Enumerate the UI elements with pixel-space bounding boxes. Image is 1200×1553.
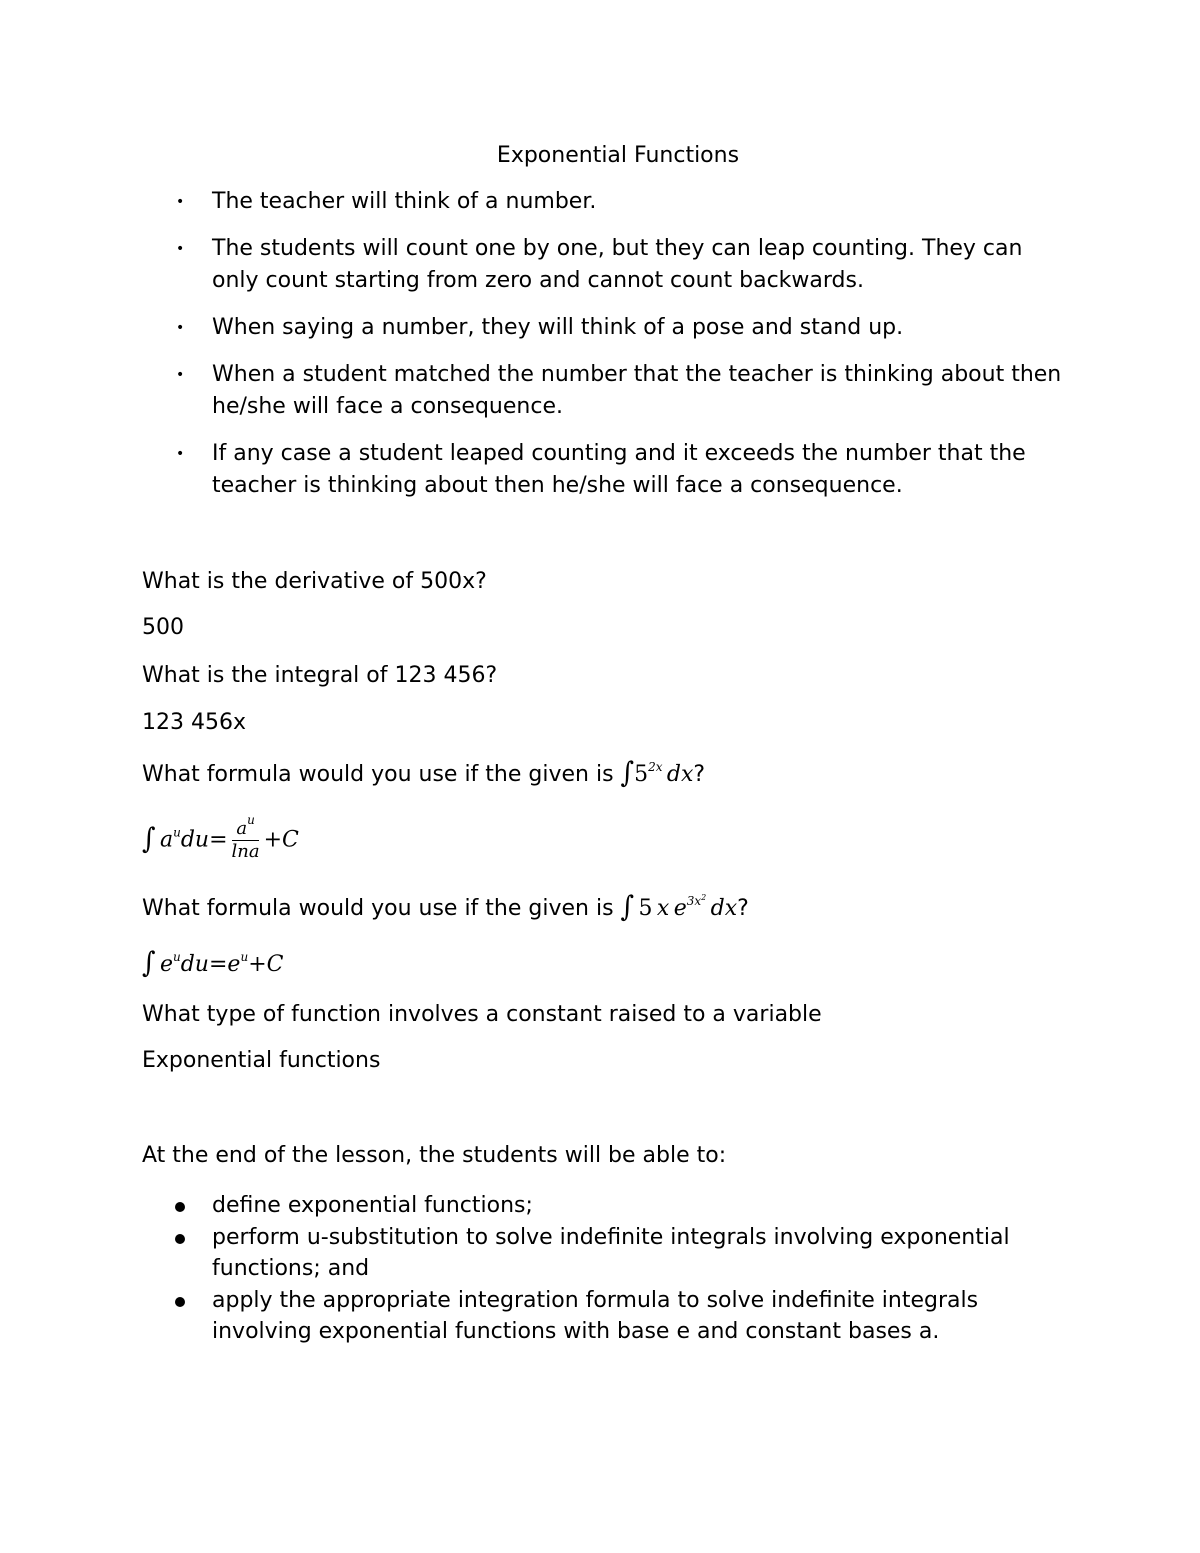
formula-base-e: ∫ $e^udu=e^u+C$ (142, 946, 284, 980)
bullet-icon (175, 1234, 185, 1244)
list-item: apply the appropriate integration formula to solve indefinite integrals involving exponential functions with base e and constant bases a. (142, 1285, 1062, 1347)
bullet-icon (175, 1297, 185, 1307)
question-integral: What is the integral of 123 456? (142, 663, 498, 688)
list-item: • The teacher will think of a number. (142, 186, 1062, 218)
list-item: • When a student matched the number that the teacher is thinking about then he/she will face a consequence. (142, 359, 1062, 423)
question-function-type: What type of function involves a constant raised to a variable (142, 1002, 822, 1027)
list-item: define exponential functions; (142, 1190, 1062, 1221)
bullet-icon: • (176, 367, 185, 383)
answer-derivative: 500 (142, 615, 184, 640)
question-derivative: What is the derivative of 500x? (142, 569, 487, 594)
answer-integral: 123 456x (142, 710, 246, 735)
integral-symbol: ∫ (142, 822, 156, 855)
list-item: • When saying a number, they will think of a pose and stand up. (142, 312, 1062, 344)
integral-symbol: ∫ (620, 756, 635, 790)
given-expression-e: ∫ 5 x $e^{3x^2}$ dx (620, 890, 738, 924)
objectives-list (142, 1190, 1062, 1348)
page-title: Exponential Functions (496, 143, 740, 168)
rules-list (142, 186, 1062, 517)
list-item: perform u-substitution to solve indefinite integrals involving exponential functions; and (142, 1222, 1062, 1284)
bullet-icon: • (176, 194, 185, 210)
bullet-icon: • (176, 320, 185, 336)
bullet-icon: • (176, 446, 185, 462)
list-item: • If any case a student leaped counting and it exceeds the number that the teacher is thinking about then he/she will face a consequence. (142, 438, 1062, 502)
formula-constant-base: ∫ $a^udu=$ $\frac{a^u}{\ln a}$ +C (142, 813, 299, 862)
fraction: $\frac{a^u}{\ln a}$ (231, 813, 260, 862)
question-formula-e: What formula would you use if the given is ∫ 5 x $e^{3x^2}$ dx? (142, 890, 749, 924)
list-item: • The students will count one by one, but they can leap counting. They can only count starting from zero and cannot count backwards. (142, 233, 1062, 297)
integral-symbol: ∫ (620, 890, 635, 924)
given-expression-a: $\int 5^{2x}$ dx (620, 756, 694, 790)
bullet-icon: • (176, 241, 185, 257)
question-formula-a: What formula would you use if the given is $\int 5^{2x}$ dx? (142, 756, 706, 790)
bullet-icon (175, 1202, 185, 1212)
integral-symbol: ∫ (142, 946, 156, 980)
answer-function-type: Exponential functions (142, 1048, 381, 1073)
objectives-intro: At the end of the lesson, the students will be able to: (142, 1143, 727, 1168)
